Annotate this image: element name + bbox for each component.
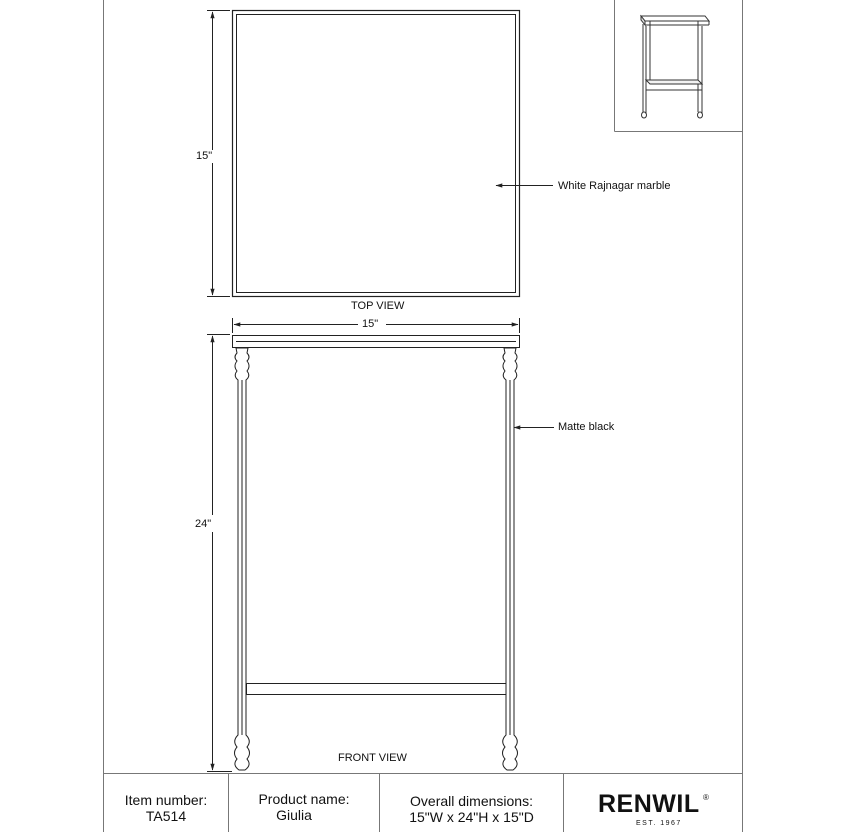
front-view-height-label: 24" xyxy=(195,518,212,530)
brand-logo-wordmark: RENWIL xyxy=(598,790,700,818)
item-number-value: TA514 xyxy=(145,808,187,824)
brand-registered-mark: ® xyxy=(703,793,709,802)
item-number-label: Item number: xyxy=(124,792,208,808)
front-view-title: FRONT VIEW xyxy=(338,752,407,764)
top-view-material-callout: White Rajnagar marble xyxy=(558,180,671,192)
brand-tagline: EST. 1967 xyxy=(636,820,682,827)
front-view-width-label: 15" xyxy=(362,318,379,330)
top-view-marble-top xyxy=(233,11,520,297)
sheet-frame xyxy=(104,0,743,832)
front-view-material-callout: Matte black xyxy=(558,421,615,433)
front-view-height-dimension-line xyxy=(207,335,232,772)
table-thumbnail-sketch xyxy=(641,16,709,118)
top-view-depth-label: 15" xyxy=(196,150,213,162)
overall-dimensions-value: 15"W x 24"H x 15"D xyxy=(409,809,534,825)
overall-dimensions-label: Overall dimensions: xyxy=(410,793,533,809)
front-view-table-elevation xyxy=(233,336,520,771)
product-name-value: Giulia xyxy=(276,807,312,823)
product-name-label: Product name: xyxy=(258,791,350,807)
top-view-title: TOP VIEW xyxy=(351,300,405,312)
